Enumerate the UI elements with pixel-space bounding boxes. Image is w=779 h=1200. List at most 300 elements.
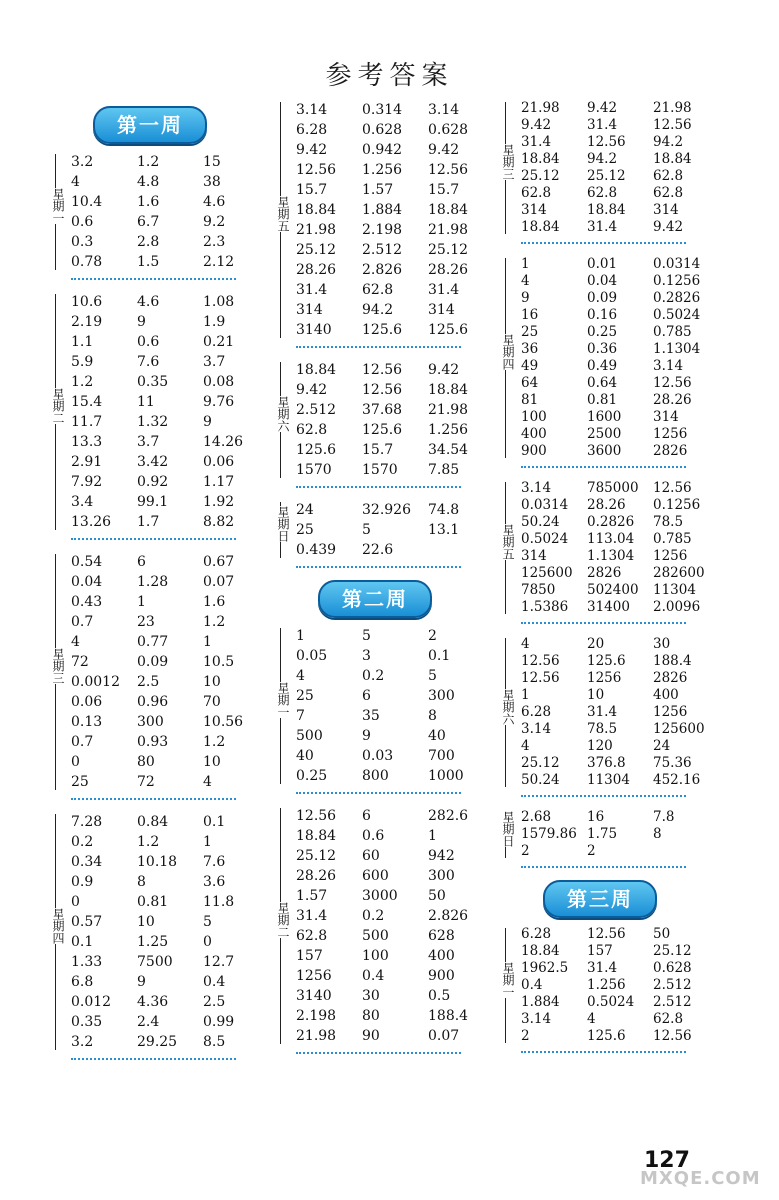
answer-row [296, 726, 495, 746]
answer-value: 1 [521, 256, 530, 272]
answer-value: 40 [296, 748, 314, 764]
answer-rows [71, 812, 270, 1052]
answer-value: 1600 [587, 409, 622, 425]
day-block [270, 626, 495, 786]
answer-value: 6.28 [521, 926, 552, 942]
answer-row [71, 252, 270, 272]
answer-value: 4 [521, 273, 530, 289]
answer-row [296, 926, 495, 946]
answer-value: 10 [137, 914, 155, 930]
answer-row [521, 548, 720, 565]
answer-value: 62.8 [653, 168, 684, 184]
answer-value: 0.67 [203, 554, 235, 570]
day-label: 星期二 [45, 388, 65, 424]
answer-value: 18.84 [521, 219, 560, 235]
answer-value: 6 [137, 554, 146, 570]
answer-value: 1256 [653, 426, 688, 442]
answer-row [71, 452, 270, 472]
answer-value: 0.1 [71, 934, 94, 950]
answer-value: 90 [362, 1028, 380, 1044]
day-block [495, 256, 720, 460]
answer-value: 31.4 [587, 960, 618, 976]
answer-value: 1256 [296, 968, 332, 984]
answer-value: 125.6 [428, 322, 469, 338]
answer-value: 0.84 [137, 814, 169, 830]
answer-value: 60 [362, 848, 380, 864]
answer-row [521, 202, 720, 219]
answer-row [71, 712, 270, 732]
answer-value: 14.26 [203, 434, 244, 450]
answer-row [296, 220, 495, 240]
answer-value: 3.14 [653, 358, 684, 374]
answer-row [521, 721, 720, 738]
page-number: 127 [644, 1148, 690, 1173]
answer-value: 50.24 [521, 514, 560, 530]
answer-value: 4 [521, 636, 530, 652]
answer-value: 0.7 [71, 734, 94, 750]
answer-value: 4.6 [137, 294, 160, 310]
answer-row [521, 273, 720, 290]
answer-value: 28.26 [296, 868, 337, 884]
answer-value: 2.4 [137, 1014, 160, 1030]
answer-value: 628 [428, 928, 455, 944]
answer-value: 15.7 [362, 442, 394, 458]
answer-rows [296, 500, 495, 560]
answer-row [71, 972, 270, 992]
answer-row [71, 692, 270, 712]
answer-rows [296, 360, 495, 480]
answer-row [71, 892, 270, 912]
answer-value: 1.33 [71, 954, 103, 970]
answer-value: 18.84 [296, 362, 337, 378]
answer-value: 0.81 [587, 392, 618, 408]
answer-value: 25 [521, 324, 539, 340]
answer-value: 9.42 [653, 219, 684, 235]
answer-value: 0 [71, 894, 80, 910]
answer-value: 3 [362, 648, 371, 664]
answer-value: 1.884 [362, 202, 403, 218]
answer-value: 0.16 [587, 307, 618, 323]
answer-value: 12.56 [587, 926, 626, 942]
answer-value: 1.2 [203, 614, 226, 630]
answer-value: 12.56 [521, 653, 560, 669]
answer-row [521, 307, 720, 324]
answer-value: 28.26 [296, 262, 337, 278]
answer-value: 94.2 [362, 302, 394, 318]
answer-value: 2 [521, 843, 530, 859]
day-label: 星期一 [270, 682, 290, 718]
answer-value: 10.6 [71, 294, 103, 310]
answer-value: 1.28 [137, 574, 169, 590]
answer-value: 3.14 [428, 102, 460, 118]
answer-value: 500 [362, 928, 389, 944]
day-block [45, 152, 270, 272]
answer-value: 1.256 [428, 422, 469, 438]
answer-value: 376.8 [587, 755, 626, 771]
answer-value: 25.12 [521, 755, 560, 771]
answer-value: 11.7 [71, 414, 103, 430]
answer-value: 1256 [587, 670, 622, 686]
answer-value: 94.2 [587, 151, 618, 167]
answer-row [296, 200, 495, 220]
answer-row [521, 531, 720, 548]
answer-value: 0.628 [428, 122, 469, 138]
answer-value: 0.99 [203, 1014, 235, 1030]
answer-value: 0.4 [203, 974, 226, 990]
answer-value: 400 [521, 426, 547, 442]
answer-row [71, 352, 270, 372]
answer-row [71, 152, 270, 172]
answer-row [71, 592, 270, 612]
answer-value: 18.84 [296, 202, 337, 218]
answer-value: 2826 [653, 670, 688, 686]
answer-value: 0.09 [587, 290, 618, 306]
answer-row [71, 812, 270, 832]
answer-value: 1000 [428, 768, 464, 784]
answer-value: 0.439 [296, 542, 337, 558]
answer-value: 9 [521, 290, 530, 306]
answer-row [296, 260, 495, 280]
answer-value: 0.5024 [521, 531, 569, 547]
answer-value: 500 [296, 728, 323, 744]
answer-value: 12.7 [203, 954, 235, 970]
dotted-divider [296, 346, 461, 348]
answer-value: 1 [203, 634, 212, 650]
answer-value: 25 [71, 774, 89, 790]
answer-value: 4.6 [203, 194, 226, 210]
answer-row [71, 1012, 270, 1032]
day-block [495, 926, 720, 1045]
answer-value: 21.98 [428, 402, 469, 418]
answer-value: 6 [362, 688, 371, 704]
answer-row [521, 290, 720, 307]
answer-value: 18.84 [653, 151, 692, 167]
answer-row [71, 672, 270, 692]
answer-value: 2.512 [296, 402, 337, 418]
answer-row [71, 832, 270, 852]
week-badge: 第一周 [93, 106, 207, 144]
answer-value: 2.512 [653, 977, 692, 993]
answer-value: 12.56 [428, 162, 469, 178]
answer-row [71, 492, 270, 512]
answer-value: 7850 [521, 582, 556, 598]
answer-value: 29.25 [137, 1034, 178, 1050]
answer-value: 16 [587, 809, 605, 825]
answer-row [296, 400, 495, 420]
answer-row [521, 636, 720, 653]
answer-value: 7.28 [71, 814, 103, 830]
answer-value: 11304 [587, 772, 630, 788]
answer-value: 0.012 [71, 994, 112, 1010]
answer-value: 9.42 [296, 142, 328, 158]
dotted-divider [71, 798, 236, 800]
answer-value: 9.76 [203, 394, 235, 410]
week-badge: 第二周 [318, 580, 432, 618]
answer-value: 0.1 [203, 814, 226, 830]
answer-value: 2826 [653, 443, 688, 459]
answer-value: 10.56 [203, 714, 244, 730]
answer-value: 30 [362, 988, 380, 1004]
answer-value: 8 [137, 874, 146, 890]
answer-row [521, 480, 720, 497]
answer-value: 1256 [653, 548, 688, 564]
day-block [45, 292, 270, 532]
answer-value: 9.42 [296, 382, 328, 398]
answer-value: 1962.5 [521, 960, 569, 976]
dotted-divider [521, 795, 686, 797]
answer-value: 0.628 [653, 960, 692, 976]
answer-row [521, 809, 720, 826]
answer-row [71, 652, 270, 672]
answer-value: 6.7 [137, 214, 160, 230]
answer-value: 15.4 [71, 394, 103, 410]
answer-value: 785000 [587, 480, 639, 496]
answer-value: 18.84 [296, 828, 337, 844]
answer-value: 502400 [587, 582, 639, 598]
answer-row [296, 966, 495, 986]
day-block [270, 360, 495, 480]
answer-row [296, 360, 495, 380]
answer-value: 3.42 [137, 454, 169, 470]
day-label: 星期六 [495, 689, 515, 725]
answer-value: 3000 [362, 888, 398, 904]
answer-value: 99.1 [137, 494, 169, 510]
day-label: 星期二 [270, 902, 290, 938]
answer-value: 6.28 [296, 122, 328, 138]
answer-value: 30 [653, 636, 671, 652]
answer-value: 3.7 [137, 434, 160, 450]
answer-row [521, 185, 720, 202]
answer-value: 1.1 [71, 334, 94, 350]
answer-value: 15 [203, 154, 221, 170]
answer-value: 0.09 [137, 654, 169, 670]
answer-value: 0.06 [71, 694, 103, 710]
answer-value: 1256 [653, 704, 688, 720]
answer-value: 12.56 [587, 134, 626, 150]
answer-value: 452.16 [653, 772, 701, 788]
answer-rows [71, 552, 270, 792]
answer-value: 1.17 [203, 474, 235, 490]
answer-value: 900 [428, 968, 455, 984]
day-block [270, 500, 495, 560]
day-label: 星期四 [495, 334, 515, 370]
answer-value: 50 [428, 888, 446, 904]
answer-value: 62.8 [587, 185, 618, 201]
answer-row [296, 766, 495, 786]
answer-value: 21.98 [428, 222, 469, 238]
answer-rows [71, 292, 270, 532]
day-label: 星期三 [495, 144, 515, 180]
answer-value: 23 [137, 614, 155, 630]
answer-row [71, 412, 270, 432]
answer-value: 120 [587, 738, 613, 754]
answer-row [296, 1026, 495, 1046]
answer-value: 1.1304 [653, 341, 701, 357]
answer-value: 10 [203, 674, 221, 690]
answer-value: 0 [71, 754, 80, 770]
day-block [270, 100, 495, 340]
answer-row [296, 706, 495, 726]
watermark-logo: MXQE.COM [640, 1168, 761, 1189]
answer-value: 1.1304 [587, 548, 635, 564]
answer-value: 9 [362, 728, 371, 744]
answer-value: 25 [296, 688, 314, 704]
answer-row [521, 565, 720, 582]
answer-value: 0.81 [137, 894, 169, 910]
answer-row [521, 256, 720, 273]
answer-value: 0.6 [362, 828, 385, 844]
answer-value: 31.4 [587, 117, 618, 133]
day-block [45, 552, 270, 792]
answer-row [521, 582, 720, 599]
answer-row [296, 280, 495, 300]
answer-value: 0.35 [137, 374, 169, 390]
answer-value: 21.98 [521, 100, 560, 116]
answer-row [521, 341, 720, 358]
dotted-divider [521, 242, 686, 244]
answer-row [521, 426, 720, 443]
answer-row [71, 912, 270, 932]
answer-value: 49 [521, 358, 539, 374]
answer-value: 21.98 [296, 1028, 337, 1044]
answer-value: 1 [428, 828, 437, 844]
answer-value: 21.98 [653, 100, 692, 116]
answer-value: 78.5 [653, 514, 684, 530]
day-label: 星期四 [45, 908, 65, 944]
answer-row [296, 686, 495, 706]
answer-value: 94.2 [653, 134, 684, 150]
answer-value: 3.14 [521, 480, 552, 496]
answer-value: 31.4 [587, 704, 618, 720]
answer-row [71, 392, 270, 412]
answer-row [71, 212, 270, 232]
answer-row [71, 932, 270, 952]
answer-row [296, 866, 495, 886]
day-label: 星期日 [495, 811, 515, 847]
answer-row [71, 472, 270, 492]
answer-value: 31.4 [296, 282, 328, 298]
answer-value: 0.57 [71, 914, 103, 930]
answer-value: 64 [521, 375, 539, 391]
answer-value: 0.77 [137, 634, 169, 650]
answer-row [296, 806, 495, 826]
answer-value: 1.57 [362, 182, 394, 198]
answer-value: 0.2 [71, 834, 94, 850]
answer-row [71, 192, 270, 212]
answer-value: 1570 [362, 462, 398, 478]
answer-value: 0 [203, 934, 212, 950]
answer-value: 21.98 [296, 222, 337, 238]
answer-value: 2.5 [203, 994, 226, 1010]
answer-value: 28.26 [587, 497, 626, 513]
answer-row [296, 826, 495, 846]
answer-row [71, 732, 270, 752]
answer-value: 3600 [587, 443, 622, 459]
answer-row [296, 240, 495, 260]
answer-value: 314 [521, 202, 547, 218]
answer-row [71, 332, 270, 352]
answer-row [296, 666, 495, 686]
answer-value: 62.8 [296, 422, 328, 438]
answer-value: 1 [296, 628, 305, 644]
answer-value: 0.9 [71, 874, 94, 890]
answer-value: 0.2826 [587, 514, 635, 530]
answer-row [296, 120, 495, 140]
answer-value: 1 [203, 834, 212, 850]
answer-value: 9 [137, 974, 146, 990]
answer-rows [521, 926, 720, 1045]
answer-row [71, 572, 270, 592]
answer-row [296, 160, 495, 180]
dotted-divider [521, 622, 686, 624]
answer-value: 40 [428, 728, 446, 744]
answer-value: 0.314 [362, 102, 403, 118]
answer-value: 1 [137, 594, 146, 610]
answer-value: 13.26 [71, 514, 112, 530]
answer-value: 2.68 [521, 809, 552, 825]
answer-row [296, 460, 495, 480]
dotted-divider [71, 538, 236, 540]
answer-value: 11304 [653, 582, 696, 598]
answer-value: 314 [653, 202, 679, 218]
answer-row [521, 168, 720, 185]
answer-value: 1.7 [137, 514, 160, 530]
answer-value: 4.36 [137, 994, 169, 1010]
answer-value: 1.75 [587, 826, 618, 842]
answer-value: 2.5 [137, 674, 160, 690]
answer-row [521, 826, 720, 843]
answer-row [296, 986, 495, 1006]
answer-value: 0.25 [296, 768, 328, 784]
answer-value: 28.26 [653, 392, 692, 408]
answer-row [296, 906, 495, 926]
answer-value: 2.3 [203, 234, 226, 250]
answer-row [71, 852, 270, 872]
answer-value: 12.56 [296, 808, 337, 824]
answer-value: 3140 [296, 322, 332, 338]
answer-row [521, 670, 720, 687]
dotted-divider [296, 792, 461, 794]
answer-value: 2 [428, 628, 437, 644]
answer-value: 4 [296, 668, 305, 684]
answer-value: 25.12 [428, 242, 469, 258]
answer-value: 2.19 [71, 314, 103, 330]
answer-row [521, 977, 720, 994]
answer-row [521, 392, 720, 409]
answer-value: 9 [203, 414, 212, 430]
dotted-divider [521, 1051, 686, 1053]
answer-value: 15.7 [428, 182, 460, 198]
answer-value: 125600 [521, 565, 573, 581]
day-label: 星期三 [45, 648, 65, 684]
answer-value: 15.7 [296, 182, 328, 198]
answer-value: 2.512 [362, 242, 403, 258]
answer-value: 0.3 [71, 234, 94, 250]
answer-value: 1.08 [203, 294, 235, 310]
answer-value: 0.7 [71, 614, 94, 630]
answer-value: 3.14 [521, 721, 552, 737]
answer-column-3 [495, 100, 720, 1065]
answer-value: 1.5386 [521, 599, 569, 615]
answer-value: 1.256 [362, 162, 403, 178]
answer-row [296, 500, 495, 520]
dotted-divider [71, 1058, 236, 1060]
answer-value: 16 [521, 307, 539, 323]
answer-value: 0.04 [71, 574, 103, 590]
answer-value: 2.826 [428, 908, 469, 924]
dotted-divider [296, 1052, 461, 1054]
answer-value: 282.6 [428, 808, 469, 824]
